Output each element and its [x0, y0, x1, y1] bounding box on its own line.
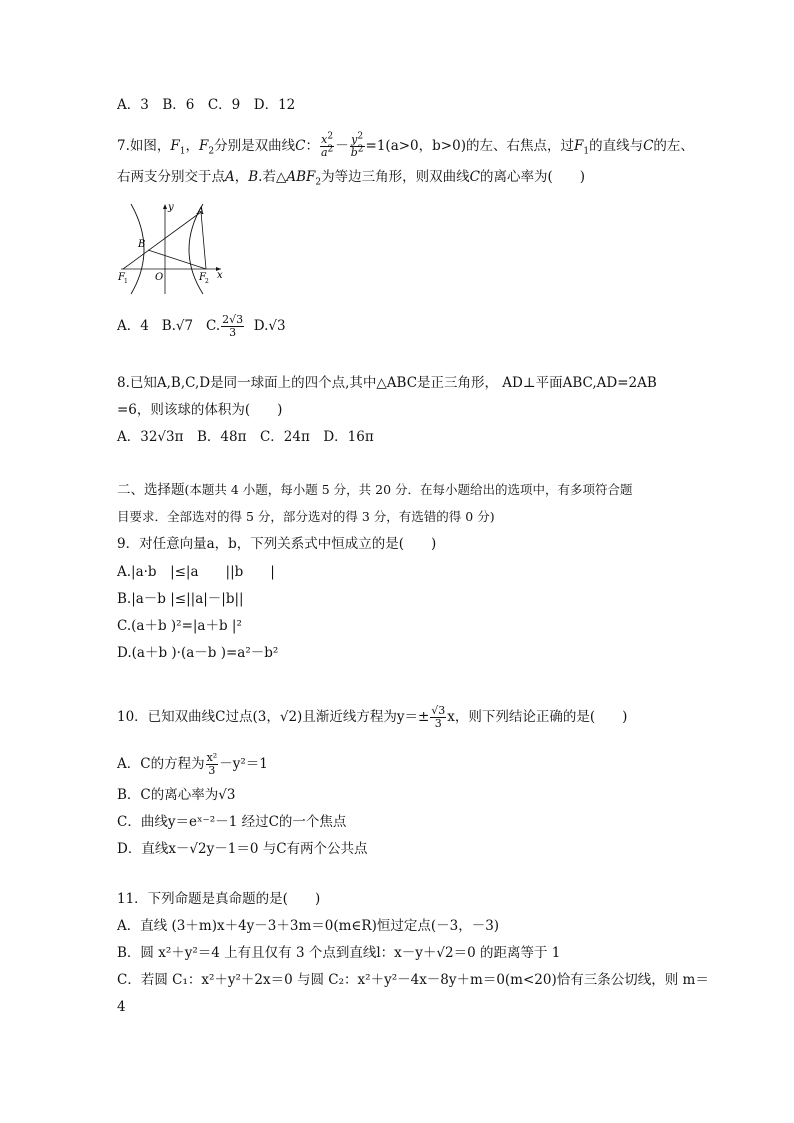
q7-end1: 的左、 [653, 138, 694, 154]
q8-stem-line1: 8.已知A,B,C,D是同一球面上的四个点,其中△ABC是正三角形， AD⊥平面ABC,AD=2AB [117, 375, 657, 391]
label-x: x [217, 270, 223, 281]
q7-mid1: 分别是双曲线 [214, 138, 296, 154]
section2-title: 二、选择题 [117, 482, 185, 498]
q11-option-b: B．圆 x²＋y²＝4 上有且仅有 3 个点到直线l：x－y＋√2＝0 的距离等于 1 [117, 945, 561, 961]
q8-stem-line2: =6，则该球的体积为( ) [117, 402, 283, 418]
q10-stem-b: x，则下列结论正确的是( ) [447, 709, 628, 725]
q7-frac-y: $\frac{y^2}{b^2}$ [350, 131, 364, 159]
q7-line2a: 右两支分别交于点 [117, 169, 225, 185]
q7-option-b: B.√7 [161, 318, 194, 334]
q7-option-c-frac: $\frac{2√3}{3}$ [222, 313, 244, 339]
q10-option-a [117, 752, 268, 777]
label-o: O [155, 272, 164, 283]
q7-line2c: 为等边三角形，则双曲线 [321, 169, 470, 185]
q7-frac-x: $\frac{x^2}{a^2}$ [320, 131, 334, 159]
line-a-f2 [201, 212, 206, 269]
section2-desc1: (本题共 4 小题，每小题 5 分，共 20 分．在每小题给出的选项中，有多项符合题 [184, 482, 633, 497]
q10-option-d: D．直线x－√2y－1＝0 与C有两个公共点 [117, 841, 368, 857]
q10-option-a-post: －y²＝1 [219, 756, 268, 772]
q10-stem [117, 705, 627, 730]
q9-option-d: D.(a＋b )·(a－b )=a²－b² [117, 645, 279, 661]
label-y: y [168, 202, 174, 213]
q7-line2d: 的离心率为( ) [479, 169, 586, 185]
q7-line2b: 若△ [262, 169, 287, 185]
q10-option-a-pre: A．C的方程为 [117, 756, 205, 772]
q8-options: A．32√3π B．48π C．24π D．16π [117, 429, 374, 445]
label-b: B [138, 239, 146, 250]
q10-option-b: B．C的离心率为√3 [117, 787, 236, 803]
label-f2-sub: 2 [205, 278, 209, 285]
label-f2: F [199, 272, 206, 283]
hyperbola-figure [117, 200, 229, 296]
section2-desc2: 目要求．全部选对的得 5 分，部分选对的得 3 分，有选错的得 0 分) [117, 509, 495, 524]
label-a: A [197, 206, 205, 217]
section2-header [117, 481, 633, 499]
q10-stem-a: 10．已知双曲线C过点(3，√2)且渐近线方程为y＝± [117, 709, 430, 725]
q10-stem-frac: $\frac{√3}{3}$ [431, 704, 446, 730]
q7-options [117, 314, 286, 339]
label-f1: F [118, 272, 125, 283]
y-axis-arrow [163, 204, 167, 209]
q11-option-a: A．直线 (3＋m)x＋4y－3＋3m＝0(m∈R)恒过定点(－3，－3) [117, 918, 500, 934]
q7-condition: =1(a>0，b>0)的左、右焦点，过 [365, 138, 574, 154]
q7-mid2: 的直线与 [589, 138, 644, 154]
q10-option-c: C．曲线y＝eˣ⁻²－1 经过C的一个焦点 [117, 814, 347, 830]
q7-stem-line2: 右两支分别交于点A，B.若$\triangle ABF_2$为等边三角形，则双曲线C的离心率为( ) [117, 169, 586, 188]
q7-option-a: A．4 [117, 318, 149, 334]
q6-options: A．3 B．6 C．9 D．12 [117, 97, 296, 113]
q9-option-a: A.|a·b |≤|a ||b | [117, 564, 275, 580]
q7-option-c: C. [206, 318, 221, 334]
q9-stem: 9．对任意向量a，b，下列关系式中恒成立的是( ) [117, 536, 437, 552]
q7-option-d: D.√3 [253, 318, 286, 334]
q11-stem: 11．下列命题是真命题的是( ) [117, 891, 321, 907]
q9-option-b: B.|a－b |≤||a|－|b|| [117, 591, 244, 607]
q7-prefix: 7.如图， [117, 138, 171, 154]
line-b-f2 [148, 250, 206, 269]
q11-option-c: C．若圆 C₁：x²＋y²＋2x＝0 与圆 C₂：x²＋y²－4x－8y＋m＝0(m<20)恰有三条公切线，则 m＝ [117, 972, 709, 988]
q11-option-c-cont: 4 [117, 999, 126, 1015]
label-f1-sub: 1 [124, 278, 128, 285]
q10-option-a-frac: $\frac{\text{x²}}{3}$ [206, 751, 218, 777]
q9-option-c: C.(a＋b )²=|a＋b |² [117, 618, 242, 634]
q7-stem-line1: 7.如图，$F_1$，$F_2$分别是双曲线C： $\frac{x^2}{a^2}$ － $\frac{y^2}{b^2}$ =1(a>0，b>0)的左、右焦点，过$F_1$的直线与C的左、 [117, 131, 694, 159]
